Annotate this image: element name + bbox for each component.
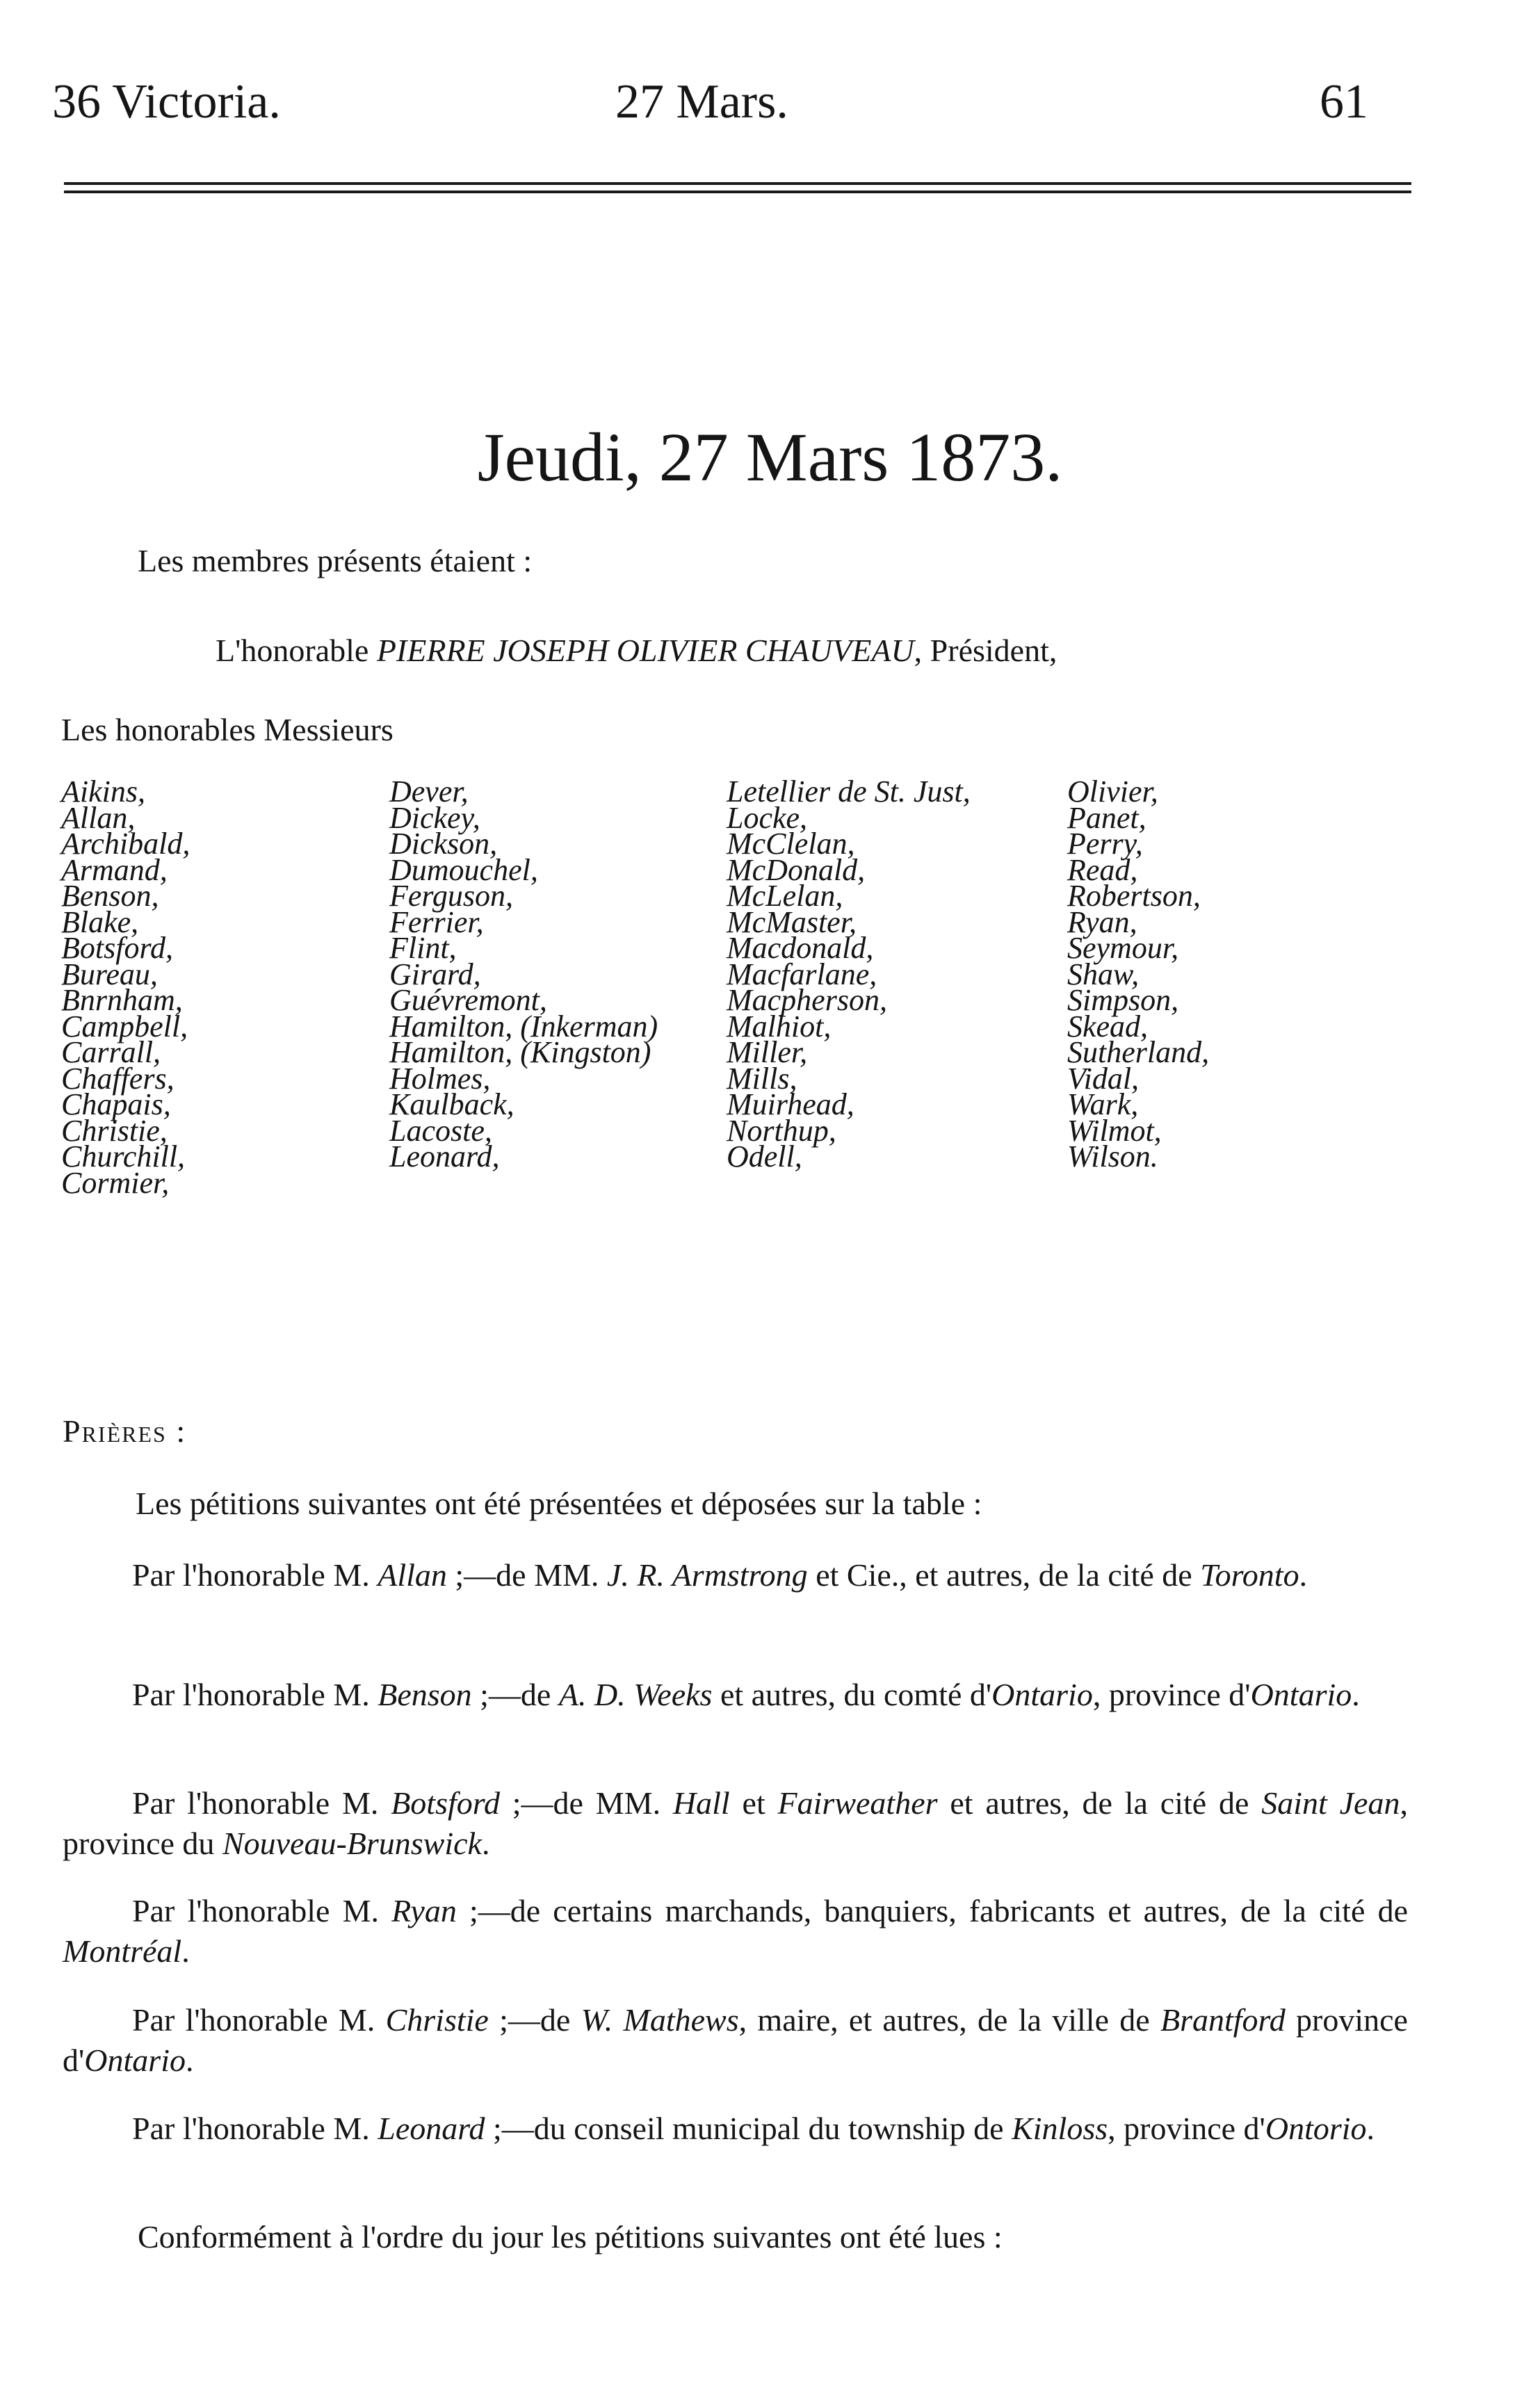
page-title: Jeudi, 27 Mars 1873.	[477, 419, 1063, 496]
senator-name: McMaster,	[727, 904, 857, 939]
senator-name: Perry,	[1067, 827, 1143, 861]
senator-name: Dickson,	[389, 827, 498, 861]
senator-name: Flint,	[389, 931, 457, 965]
senator-column-3	[727, 774, 971, 1173]
senator-name: Vidal,	[1067, 1061, 1140, 1096]
senator-name: Malhiot,	[727, 1009, 832, 1043]
senator-name: Wilmot,	[1067, 1113, 1162, 1148]
senator-name: Ferguson,	[389, 879, 514, 913]
petition-text-segment: ;—du conseil municipal du township de	[485, 2111, 1012, 2146]
petition-text-segment: .	[1352, 1677, 1360, 1712]
petition-text-segment: et Cie., et autres, de la cité de	[807, 1557, 1201, 1593]
senator-name: Seymour,	[1067, 931, 1179, 965]
header-rule-bottom	[64, 190, 1411, 193]
senator-column-1	[61, 774, 191, 1200]
senator-name: Robertson,	[1067, 879, 1201, 913]
senator-name: Leonard,	[389, 1139, 500, 1173]
petition-text-segment: ;—de certains marchands, banquiers, fabricants et autres, de la cité de	[456, 1893, 1408, 1928]
petition-text-segment: ;—de MM.	[499, 1785, 673, 1821]
senator-name: Locke,	[727, 800, 808, 835]
header-rule-top	[64, 182, 1411, 185]
petition-text-segment: Ontario	[991, 1677, 1093, 1712]
petitions-intro: Les pétitions suivantes ont été présentées et déposées sur la table :	[136, 1486, 982, 1521]
senator-name: Northup,	[727, 1113, 836, 1148]
senator-name: Ferrier,	[389, 904, 484, 939]
senator-name: Bureau,	[61, 957, 158, 991]
senator-name: Kaulback,	[389, 1087, 514, 1121]
senator-name: Armand,	[61, 852, 168, 887]
petition-text-segment: Ontario	[1250, 1677, 1352, 1712]
petition-text-segment: Benson	[378, 1677, 472, 1712]
petition-text-segment: Par l'honorable M.	[132, 1893, 392, 1928]
petition-text-segment: Ontario	[84, 2042, 186, 2078]
president-line	[216, 635, 1057, 667]
petition-text-segment: J. R. Armstrong	[606, 1557, 808, 1593]
petition-text-segment: et autres, de la cité de	[937, 1785, 1262, 1821]
senator-name: Sutherland,	[1067, 1035, 1210, 1069]
petition-leonard	[63, 2109, 1408, 2149]
petition-text-segment: ;—de	[488, 2002, 581, 2038]
petition-text-segment: Kinloss	[1012, 2111, 1108, 2146]
senator-name: Girard,	[389, 957, 481, 991]
running-header-date: 27 Mars.	[615, 75, 788, 129]
senator-name: Churchill,	[61, 1139, 186, 1173]
petition-text-segment: .	[481, 1826, 490, 1861]
petition-botsford	[63, 1783, 1408, 1864]
senator-name: Cormier,	[61, 1165, 170, 1200]
senator-name: Macpherson,	[727, 983, 887, 1017]
petition-benson	[63, 1675, 1408, 1715]
petition-ryan	[63, 1891, 1408, 1972]
senator-name: Macfarlane,	[727, 957, 877, 991]
senator-name: Blake,	[61, 904, 139, 939]
petition-text-segment: Brantford	[1160, 2002, 1286, 2038]
senator-name: Carrall,	[61, 1035, 161, 1069]
senator-name: McLelan,	[727, 879, 843, 913]
petition-allan	[63, 1555, 1408, 1595]
honorables-label: Les honorables Messieurs	[61, 712, 394, 747]
petition-text-segment: .	[1366, 2111, 1375, 2146]
senator-name: Allan,	[61, 800, 136, 835]
senator-name: Lacoste,	[389, 1113, 492, 1148]
petition-text-segment: et autres, du comté d'	[712, 1677, 992, 1712]
president-suffix: , Président,	[914, 633, 1057, 668]
senator-name: McDonald,	[727, 852, 866, 887]
senator-name: Holmes,	[389, 1061, 491, 1096]
senator-name: Christie,	[61, 1113, 168, 1148]
petition-text-segment: Par l'honorable M.	[132, 2002, 386, 2038]
senator-name: Hamilton, (Kingston)	[389, 1035, 651, 1069]
petition-text-segment: ;—de MM.	[446, 1557, 607, 1593]
senator-name: Simpson,	[1067, 983, 1179, 1017]
senator-name: Dickey,	[389, 800, 480, 835]
senator-name: Read,	[1067, 852, 1138, 887]
petition-text-segment: Par l'honorable M.	[132, 2111, 378, 2146]
senator-name: Bnrnham,	[61, 983, 183, 1017]
senator-name: Guévremont,	[389, 983, 547, 1017]
petition-text-segment: ;—de	[471, 1677, 559, 1712]
petition-text-segment: Christie	[385, 2002, 489, 2038]
petition-text-segment: Allan	[378, 1557, 447, 1593]
senator-name: Dumouchel,	[389, 852, 538, 887]
petition-text-segment: Montréal	[63, 1933, 182, 1969]
running-header-session: 36 Victoria.	[52, 75, 281, 129]
senator-name: Skead,	[1067, 1009, 1149, 1043]
petition-text-segment: Leonard	[378, 2111, 485, 2146]
senator-column-4	[1067, 774, 1210, 1173]
petition-text-segment: province d'	[63, 2002, 1408, 2078]
president-prefix: L'honorable	[216, 633, 369, 668]
petition-text-segment: Par l'honorable M.	[132, 1677, 378, 1712]
petition-text-segment: .	[181, 1933, 190, 1969]
senator-name: Botsford,	[61, 931, 173, 965]
petition-text-segment: , province du	[63, 1785, 1408, 1861]
senator-name: Archibald,	[61, 827, 191, 861]
senator-column-2	[389, 774, 658, 1173]
senator-name: Macdonald,	[727, 931, 874, 965]
petition-text-segment: Nouveau-Brunswick	[222, 1826, 482, 1861]
senator-name: Muirhead,	[727, 1087, 854, 1121]
senator-name: Shaw,	[1067, 957, 1140, 991]
petition-text-segment: Saint Jean	[1261, 1785, 1400, 1821]
petition-text-segment: .	[1299, 1557, 1308, 1593]
petition-text-segment: W. Mathews	[581, 2002, 739, 2038]
prayers-heading: Prières :	[63, 1413, 187, 1449]
petition-text-segment: Botsford	[391, 1785, 500, 1821]
senator-name: Dever,	[389, 774, 469, 809]
senator-name: Chaffers,	[61, 1061, 175, 1096]
senator-name: Odell,	[727, 1139, 802, 1173]
petition-text-segment: Fairweather	[777, 1785, 938, 1821]
senator-name: Chapais,	[61, 1087, 171, 1121]
petition-text-segment: Ontorio	[1265, 2111, 1367, 2146]
senator-name: Aikins,	[61, 774, 145, 809]
closing-statement: Conformément à l'ordre du jour les pétitions suivantes ont été lues :	[138, 2219, 1003, 2255]
petition-christie	[63, 2000, 1408, 2081]
members-intro: Les membres présents étaient :	[138, 543, 533, 578]
president-name: PIERRE JOSEPH OLIVIER CHAUVEAU	[376, 633, 914, 668]
senator-name: Wark,	[1067, 1087, 1139, 1121]
senator-name: Miller,	[727, 1035, 808, 1069]
petition-text-segment: A. D. Weeks	[558, 1677, 713, 1712]
senator-name: Wilson.	[1067, 1139, 1158, 1173]
petition-text-segment: , maire, et autres, de la ville de	[738, 2002, 1160, 2038]
petition-text-segment: Par l'honorable M.	[132, 1785, 391, 1821]
petition-text-segment: et	[729, 1785, 778, 1821]
petition-text-segment: Toronto	[1200, 1557, 1299, 1593]
petition-text-segment: Hall	[672, 1785, 730, 1821]
senator-name: McClelan,	[727, 827, 855, 861]
petition-text-segment: Ryan	[391, 1893, 457, 1928]
petition-text-segment: , province d'	[1092, 1677, 1251, 1712]
petition-text-segment: Par l'honorable M.	[132, 1557, 378, 1593]
petition-text-segment: .	[185, 2042, 194, 2078]
senator-name: Panet,	[1067, 800, 1146, 835]
senator-name: Olivier,	[1067, 774, 1158, 809]
senator-name: Mills,	[727, 1061, 797, 1096]
senator-name: Ryan,	[1067, 904, 1137, 939]
page-number: 61	[1320, 75, 1368, 129]
petition-text-segment: , province d'	[1108, 2111, 1265, 2146]
senator-name: Campbell,	[61, 1009, 188, 1043]
senator-name: Hamilton, (Inkerman)	[389, 1009, 658, 1043]
senator-name: Benson,	[61, 879, 159, 913]
senator-name: Letellier de St. Just,	[727, 774, 971, 809]
